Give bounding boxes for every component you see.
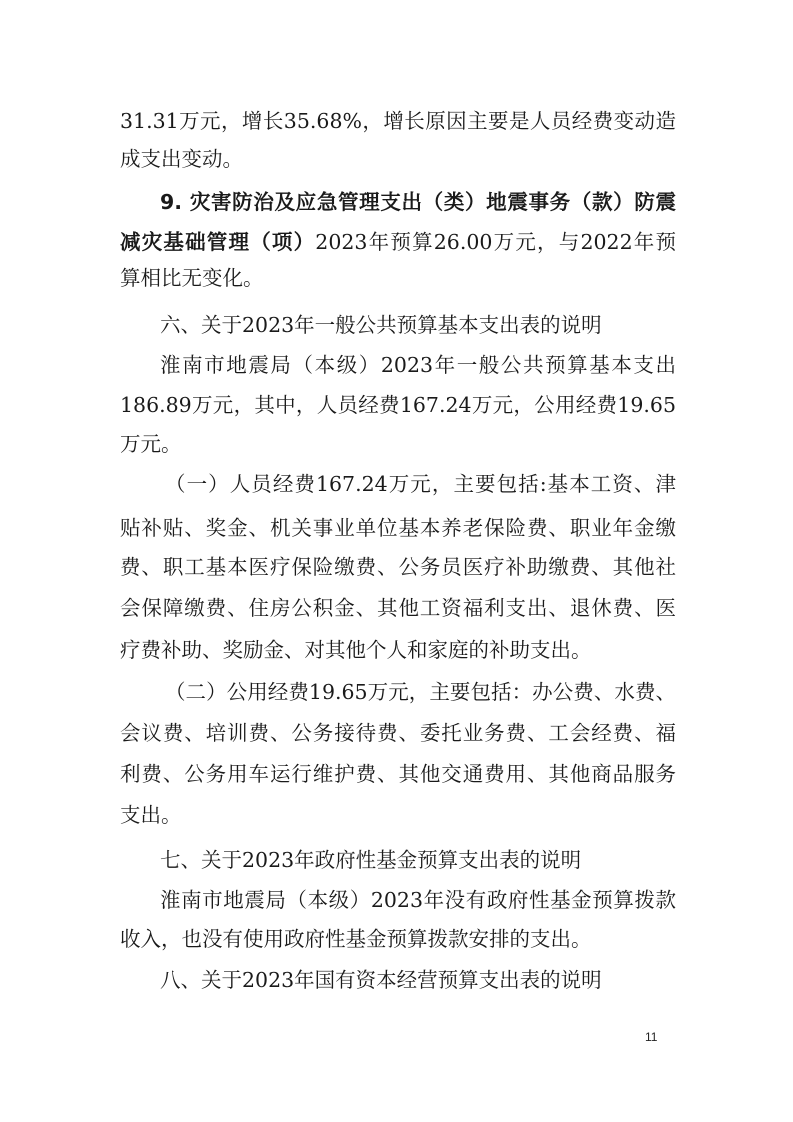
paragraph-line: 算相比无变化。 — [120, 266, 264, 290]
paragraph-line: （一）人员经费167.24万元，主要包括:基本工资、津 — [165, 472, 676, 496]
paragraph-line: 31.31万元，增长35.68%，增长原因主要是人员经费变动造 — [120, 109, 676, 133]
page-number: 11 — [645, 1030, 658, 1044]
section-heading-line: 六、关于2023年一般公共预算基本支出表的说明 — [160, 313, 602, 337]
paragraph-line: 支出。 — [120, 803, 182, 827]
paragraph-line: （二）公用经费19.65万元，主要包括：办公费、水费、 — [165, 680, 676, 704]
paragraph-line: 会议费、培训费、公务接待费、委托业务费、工会经费、福 — [120, 721, 676, 745]
paragraph-line: 疗费补助、奖励金、对其他个人和家庭的补助支出。 — [120, 638, 592, 662]
paragraph-line: 淮南市地震局（本级）2023年没有政府性基金预算拨款 — [160, 888, 676, 912]
paragraph-line: 收入，也没有使用政府性基金预算拨款安排的支出。 — [120, 927, 592, 951]
section-heading-line: 9. 灾害防治及应急管理支出（类）地震事务（款）防震 — [160, 190, 676, 214]
paragraph-line: 利费、公务用车运行维护费、其他交通费用、其他商品服务 — [120, 762, 676, 786]
paragraph-line: 淮南市地震局（本级）2023年一般公共预算基本支出 — [160, 353, 676, 377]
paragraph-line: 会保障缴费、住房公积金、其他工资福利支出、退休费、医 — [120, 596, 676, 620]
paragraph-line: 费、职工基本医疗保险缴费、公务员医疗补助缴费、其他社 — [120, 555, 676, 579]
paragraph-line: 万元。 — [120, 432, 182, 456]
paragraph-line: 成支出变动。 — [120, 147, 243, 171]
section-heading-line: 八、关于2023年国有资本经营预算支出表的说明 — [160, 968, 602, 992]
section-heading-line: 七、关于2023年政府性基金预算支出表的说明 — [160, 848, 582, 872]
paragraph-line: 186.89万元，其中，人员经费167.24万元，公用经费19.65 — [120, 393, 676, 417]
paragraph-line — [120, 228, 676, 256]
paragraph-text: 2023年预算26.00万元，与2022年预 — [315, 230, 676, 254]
paragraph-line: 贴补贴、奖金、机关事业单位基本养老保险费、职业年金缴 — [120, 516, 676, 540]
section-heading-bold: 减灾基础管理（项） — [120, 230, 316, 254]
